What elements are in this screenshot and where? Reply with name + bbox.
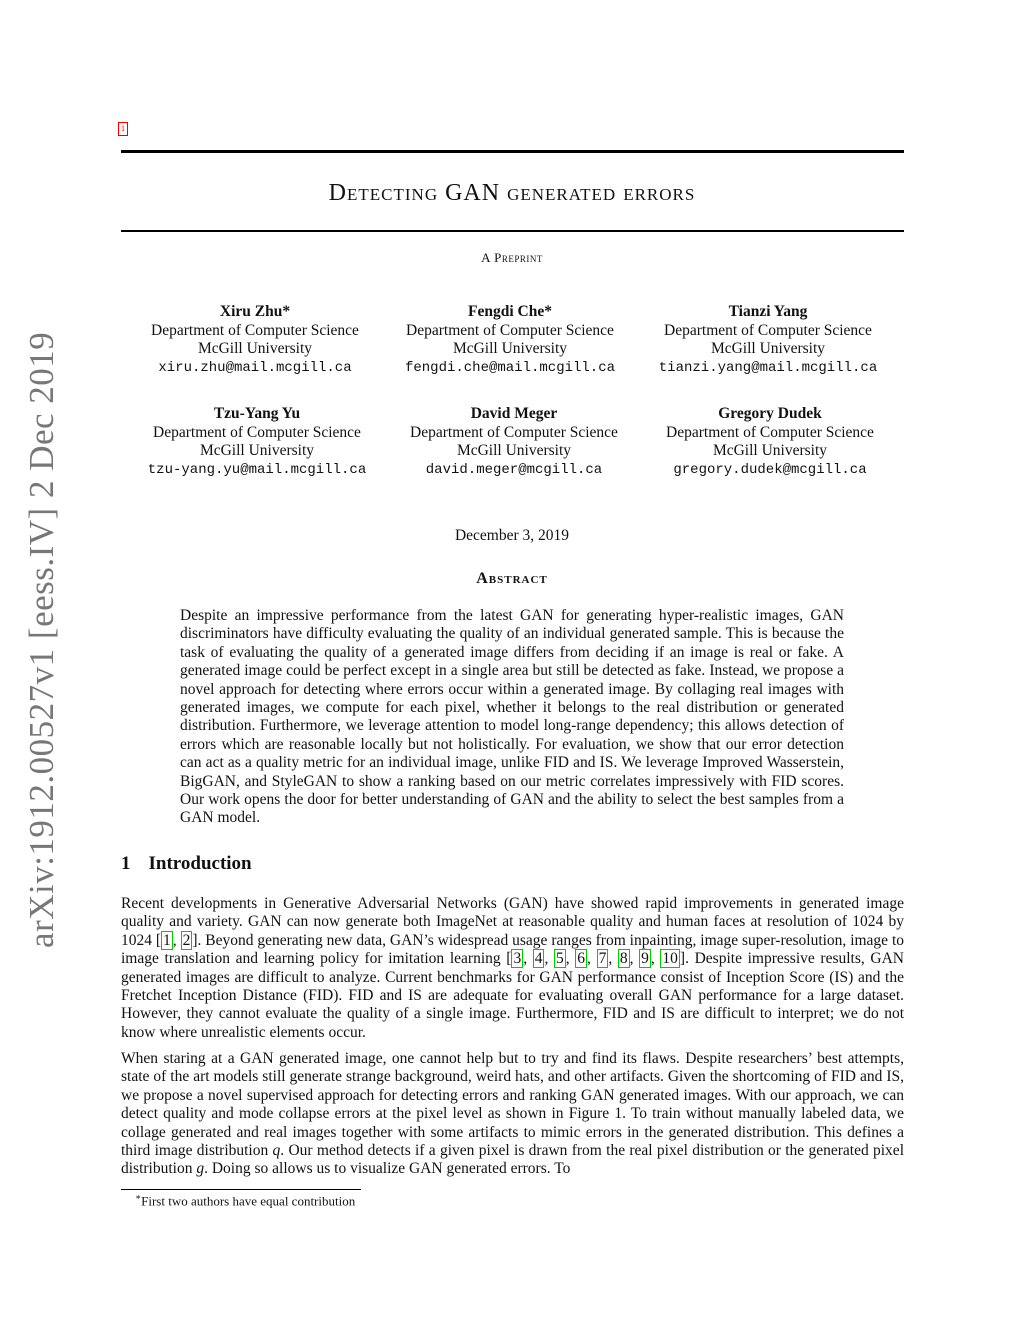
author-dept: Department of Computer Science [410,423,618,441]
author-block [380,303,640,377]
citation-link[interactable]: 10 [662,950,678,968]
title-bottom-rule [121,230,904,232]
title-top-rule [121,150,904,153]
author-email[interactable]: tianzi.yang@mail.mcgill.ca [658,359,878,376]
abstract-heading: Abstract [476,570,548,587]
author-name: David Meger [470,405,558,422]
author-name: Gregory Dudek [718,405,822,422]
author-dept: Department of Computer Science [664,321,872,339]
author-dept: Department of Computer Science [406,321,614,339]
intro-paragraph-1: Recent developments in Generative Adversarial Networks (GAN) have showed rapid improvements in generated image quality and variety. GAN can now generate both ImageNet at reasonable quality and human faces at resolution of 1024 by 1024 [ 1 , 2 ]. Beyond generating new data, GAN’s widespread usage ranges from inpainting, image super-resolution, image to image translation and learning policy for imitation learning [ 3 , 4 , 5 , 6 , 7 , 8 , 9 , 10 ]. Despite impressive results, GAN generated images are difficult to analyze. Current benchmarks for GAN performance consist of Inception Score (IS) and the Fretchet Inception Distance (FID). FID and IS are adequate for evaluating overall GAN performance for a large dataset. However, they cannot evaluate the quality of a single image. Furthermore, FID and IS are difficult to interpret; we do not know where unrealistic elements occur. [121,895,904,1041]
citation-link[interactable]: 1 [163,931,171,949]
paragraph-text: When staring at a GAN generated image, one cannot help but to try and find its flaws. Despite researchers’ best attempts, state of the art models still generate strange background, weird hats, and other artifacts. Given the shortcoming of FID and IS, we propose a novel supervised approach for detecting errors and ranking GAN generated images. With our approach, we can detect quality and mode collapse errors at the pixel level as shown in Figure 1. To train without manually labeled data, we collage generated and real images together with some artifacts to mimic errors in the generated distribution. This defines a third image distribution [121,1050,904,1160]
author-block [384,405,644,479]
footnote-text: First two authors have equal contribution [141,1193,356,1209]
paper-date: December 3, 2019 [454,527,570,544]
citation-link[interactable]: 9 [641,950,649,968]
section-title: Introduction [148,853,252,874]
math-symbol: q [272,1142,281,1160]
intro-paragraph-2 [121,1050,904,1179]
author-uni: McGill University [710,340,826,357]
footnote-link-marker[interactable]: 1 [118,122,128,136]
author-block [638,303,898,377]
author-name: Xiru Zhu* [219,303,291,320]
paragraph-text: Recent developments in Generative Adversarial Networks (GAN) have showed rapid improvements in generated image quality and variety. GAN can now generate both ImageNet at reasonable quality and human faces at resolution of 1024 by 1024 [ [121,895,904,949]
citation-link[interactable]: 3 [513,950,522,968]
citation-link[interactable]: 6 [577,950,586,968]
footnote-mark: ∗ [135,1192,142,1202]
author-email[interactable]: gregory.dudek@mcgill.ca [673,461,867,478]
author-uni: McGill University [197,340,313,357]
author-email[interactable]: david.meger@mcgill.ca [425,461,603,478]
citation-link[interactable]: 7 [598,950,607,968]
author-email[interactable]: tzu-yang.yu@mail.mcgill.ca [147,461,367,478]
author-uni: McGill University [199,442,315,459]
citation-link[interactable]: 2 [182,931,191,949]
math-symbol: g [196,1160,205,1178]
citation-link[interactable]: 5 [556,950,564,968]
author-uni: McGill University [456,442,572,459]
paragraph-text: ]. Despite impressive results, GAN generated images are difficult to analyze. Current benchmarks for GAN performance consist of Inception Score (IS) and the Fretchet Inception Distance (FID). FID and IS are adequate for evaluating overall GAN performance for a large dataset. However, they cannot evaluate the quality of a single image. Furthermore, FID and IS are difficult to interpret; we do not know where unrealistic elements occur. [121,950,904,1041]
paragraph-text: . Our method detects if a given pixel is drawn from the real pixel distribution or the generated pixel distribution [121,1142,904,1178]
paper-title: Detecting GAN generated errors [328,180,696,206]
author-uni: McGill University [712,442,828,459]
section-number: 1 [121,853,131,874]
footnote-rule [121,1189,361,1190]
author-name: Tzu-Yang Yu [213,405,301,422]
footnote [135,1192,355,1209]
preprint-label: A Preprint [481,250,543,265]
abstract-body: Despite an impressive performance from the latest GAN for generating hyper-realistic images, GAN discriminators have difficulty evaluating the quality of an individual generated sample. This is because the task of evaluating the quality of a generated image differs from deciding if an image is real or fake. A generated image could be perfect except in a single area but still be detected as fake. Instead, we propose a novel approach for detecting where errors occur within a generated image. By collaging real images with generated images, we compute for each pixel, whether it belongs to the real distribution or generated distribution. Furthermore, we leverage attention to model long-range dependency; this allows detection of errors which are reasonable locally but not holistically. For evaluation, we show that our error detection can act as a quality metric for an individual image, unlike FID and IS. We leverage Improved Wasserstein, BigGAN, and StyleGAN to show a ranking based on our metric correlates impressively with FID scores. Our work opens the door for better understanding of GAN and the ability to select the best samples from a GAN model. [180,607,844,827]
author-email[interactable]: xiru.zhu@mail.mcgill.ca [158,359,352,376]
author-uni: McGill University [452,340,568,357]
paragraph-text: ]. Beyond generating new data, GAN’s widespread usage ranges from inpainting, image super-resolution, image to image translation and learning policy for imitation learning [ [121,931,904,968]
arxiv-sidebar-id: arXiv:1912.00527v1 [eess.IV] 2 Dec 2019 [22,331,61,948]
author-name: Tianzi Yang [728,303,808,320]
author-dept: Department of Computer Science [153,423,361,441]
author-block [640,405,900,479]
author-block [125,303,385,377]
author-dept: Department of Computer Science [666,423,874,441]
paragraph-text: . Doing so allows us to visualize GAN generated errors. To [204,1160,571,1178]
author-name: Fengdi Che* [468,303,552,320]
author-email[interactable]: fengdi.che@mail.mcgill.ca [404,359,616,376]
section-heading [121,853,252,875]
citation-link[interactable]: 8 [619,950,628,968]
author-block [127,405,387,479]
citation-link[interactable]: 4 [534,950,543,968]
author-dept: Department of Computer Science [151,321,359,339]
